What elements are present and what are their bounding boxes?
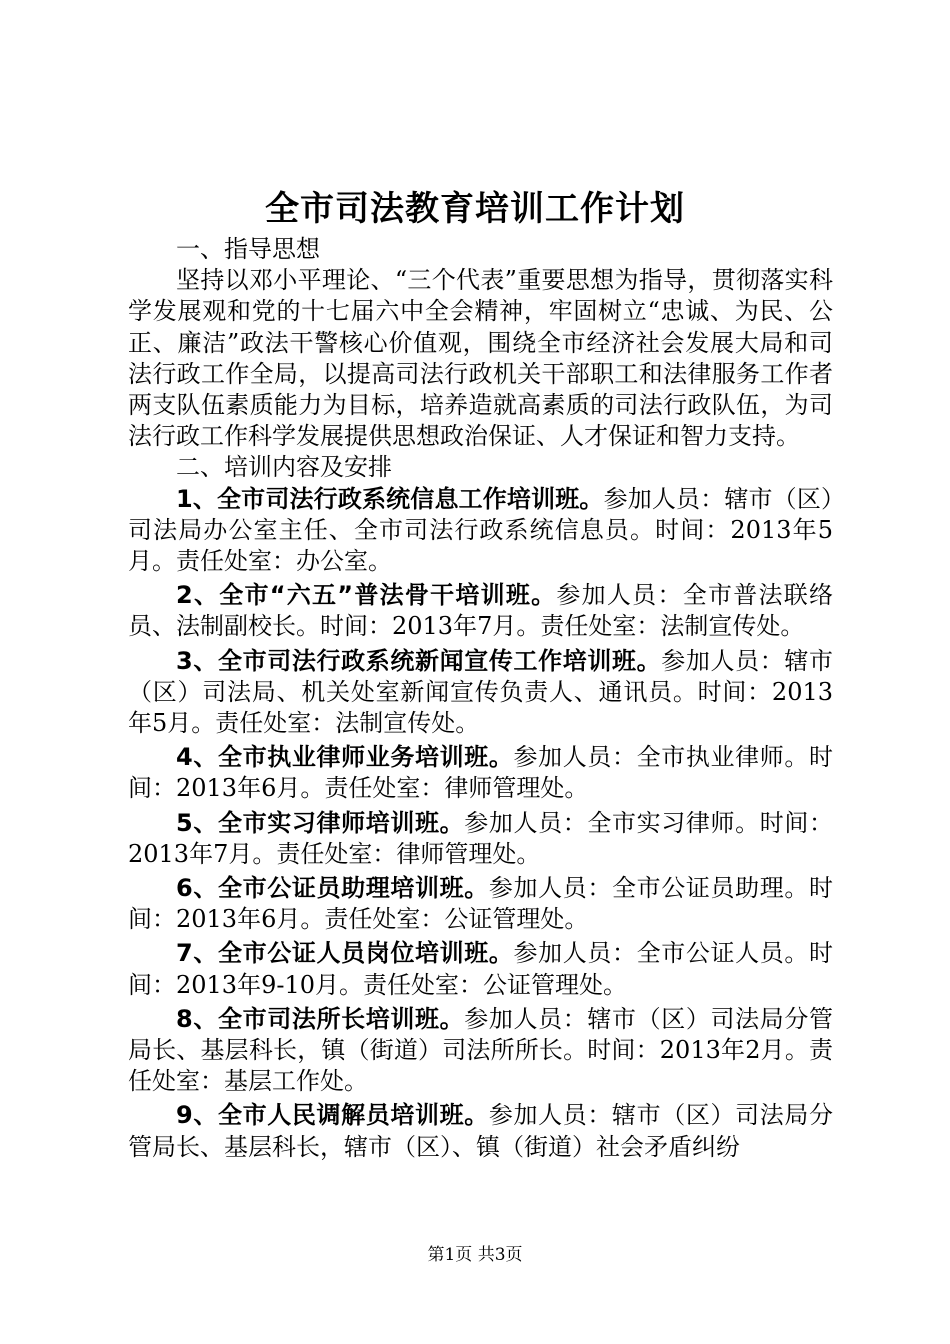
training-item-title: 2、全市“六五”普法骨干培训班。 xyxy=(176,581,557,610)
training-item-9 xyxy=(128,1100,833,1162)
training-item-8 xyxy=(128,1004,833,1098)
training-item-5 xyxy=(128,808,833,870)
training-item-7 xyxy=(128,938,833,1000)
document-title: 全市司法教育培训工作计划 xyxy=(265,189,685,229)
training-item-title: 7、全市公证人员岗位培训班。 xyxy=(176,939,514,968)
training-item-title: 3、全市司法行政系统新闻宣传工作培训班。 xyxy=(176,646,662,675)
training-item-details: 参加人员：全市普法联络员、法制副校长。时间：2013年7月。责任处室：法制宣传处。 xyxy=(128,581,834,641)
training-item-4 xyxy=(128,742,833,804)
training-item-details: 参加人员：全市公证人员。时间：2013年9-10月。责任处室：公证管理处。 xyxy=(128,939,834,999)
training-item-details: 参加人员：全市实习律师。时间：2013年7月。责任处室：律师管理处。 xyxy=(128,808,834,868)
training-item-title: 8、全市司法所长培训班。 xyxy=(176,1004,465,1033)
training-item-2 xyxy=(128,580,833,642)
training-item-title: 9、全市人民调解员培训班。 xyxy=(176,1101,489,1130)
document-body xyxy=(128,234,833,1166)
training-item-details: 参加人员：辖市（区）司法局分管局长、基层科长，镇（街道）司法所所长。时间：2013年2月。责任处室：基层工作处。 xyxy=(128,1004,834,1096)
training-item-title: 6、全市公证员助理培训班。 xyxy=(176,874,489,903)
training-item-title: 4、全市执业律师业务培训班。 xyxy=(176,743,514,772)
page-number-footer: 第1页 共3页 xyxy=(427,1245,523,1265)
training-item-details: 参加人员：全市执业律师。时间：2013年6月。责任处室：律师管理处。 xyxy=(128,743,834,803)
training-item-details: 参加人员：辖市（区）司法局办公室主任、全市司法行政系统信息员。时间：2013年5月。责任处室：办公室。 xyxy=(128,484,833,576)
training-item-details: 参加人员：辖市（区）司法局分管局长、基层科长，辖市（区）、镇（街道）社会矛盾纠纷 xyxy=(128,1101,834,1161)
training-item-1 xyxy=(128,484,833,578)
section-heading-training-content: 二、培训内容及安排 xyxy=(176,453,392,482)
training-item-3 xyxy=(128,646,833,740)
training-item-details: 参加人员：全市公证员助理。时间：2013年6月。责任处室：公证管理处。 xyxy=(128,874,834,934)
section-heading-guiding-ideology: 一、指导思想 xyxy=(176,235,320,263)
training-item-6 xyxy=(128,873,833,935)
training-item-title: 5、全市实习律师培训班。 xyxy=(176,808,465,837)
training-item-title: 1、全市司法行政系统信息工作培训班。 xyxy=(176,484,604,513)
guiding-ideology-paragraph: 坚持以邓小平理论、“三个代表”重要思想为指导，贯彻落实科学发展观和党的十七届六中全会精神，牢固树立“忠诚、为民、公正、廉洁”政法干警核心价值观，围绕全市经济社会发展大局和司法行政工作全局，以提高司法行政机关干部职工和法律服务工作者两支队伍素质能力为目标，培养造就高素质的司法行政队伍，为司法行政工作科学发展提供思想政治保证、人才保证和智力支持。 xyxy=(128,266,833,451)
training-item-details: 参加人员：辖市（区）司法局、机关处室新闻宣传负责人、通讯员。时间：2013年5月。责任处室：法制宣传处。 xyxy=(128,646,833,738)
